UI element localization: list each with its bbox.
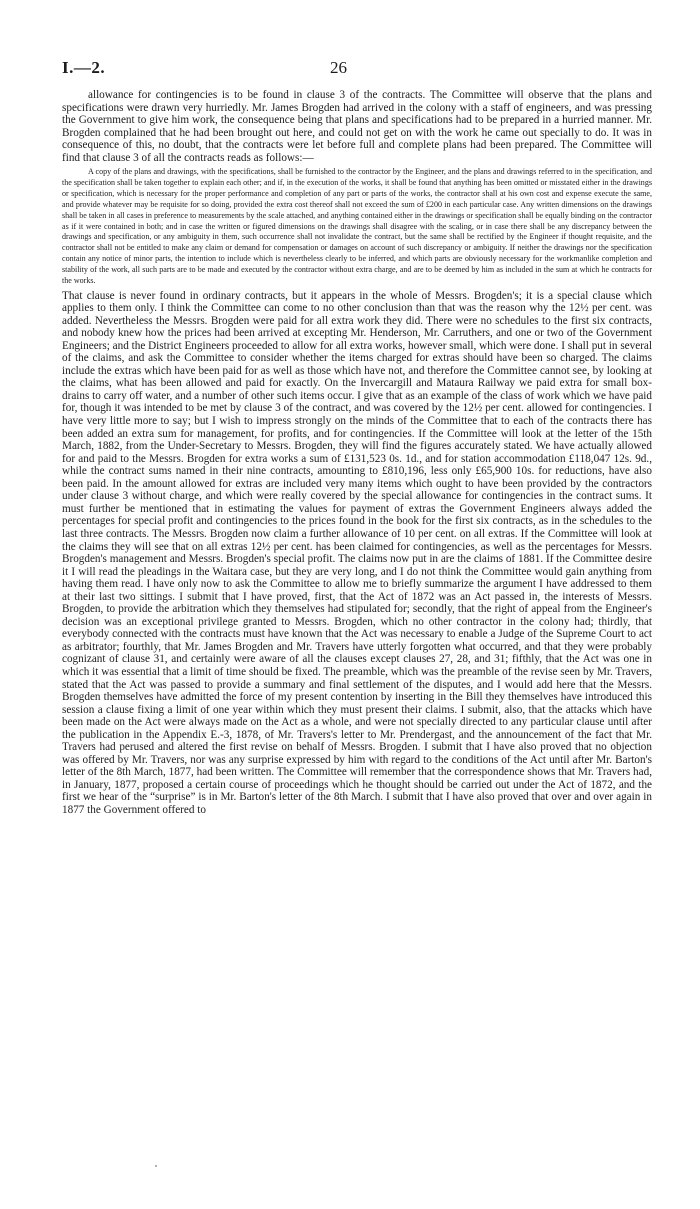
paragraph-contingencies-intro: allowance for contingencies is to be found in clause 3 of the contracts. The Committee will observe that the plans and specifications were drawn very hurriedly. Mr. James Brogden had arrived in the colony with a staff of engineers, and was pressing the Government to give him work, the consequence being that plans and specifications had to be prepared in a hurried manner. Mr. Brogden complained that he had been brought out here, and could not get on with the work he came out specially to do. It was in consequence of this, no doubt, that the contracts were let before full and complete plans had been prepared. The Committee will find that clause 3 of all the contracts reads as follows:—	[62, 89, 652, 164]
page-body	[62, 89, 652, 817]
page-speck	[155, 1165, 157, 1167]
quoted-clause-3: A copy of the plans and drawings, with the specifications, shall be furnished to the contractor by the Engineer, and the plans and drawings referred to in the specification, and the specification shall be taken together to explain each other; and if, in the execution of the works, it shall be found that anything has been omitted or misstated either in the drawings or specification, which is necessary for the proper performance and completion of any part or parts of the works, the contractor shall at his own cost and expense execute the same, and provide whatever may be requisite for so doing, provided the extra cost thereof shall not exceed the sum of £200 in each particular case. Any written dimensions on the drawings shall be taken in all cases in preference to measurements by the scale attached, and anything contained either in the drawings or specification shall be equally binding on the contractor as if it were contained in both; and in case the written or figured dimensions on the drawings shall disagree with the scaling, or in case there shall be any discrepancy between the drawings and specification, or any ambiguity in them, such occurrence shall not invalidate the contract, but the same shall be rectified by the Engineer if thought requisite, and the contractor shall not be entitled to make any claim or demand for compensation or damages on account of such discrepancy or ambiguity. If neither the drawings nor the specification contain any notice of minor parts, the intention to include which is nevertheless clearly to be inferred, and which parts are obviously necessary for the workmanlike completion and stability of the work, all such parts are to be made and executed by the contractor without extra charge, and are to be deemed by him as included in the sum at which he contracts for the works.	[62, 167, 652, 285]
paragraph-argument-summary: That clause is never found in ordinary contracts, but it appears in the whole of Messrs. Brogden's; it is a special clause which applies to them only. I think the Committee can come to no other conclusion than that was the reason why the 12½ per cent. was added. Nevertheless the Messrs. Brogden were paid for all extra work they did. There were no schedules to the first six contracts, and nobody knew how the prices had been arrived at excepting Mr. Henderson, Mr. Carruthers, and one or two of the Government Engineers; and the District Engineers proceeded to allow for all extra works, however small, which were done. I shall put in several of the claims, and ask the Committee to consider whether the items charged for extras should have been so charged. The claims include the extras which have been paid for as well as those which have not, and therefore the Committee cannot see, by looking at the claims, what has been allowed and paid for exactly. On the Invercargill and Mataura Railway we paid extra for small box-drains to carry off water, and a number of other such items occur. I give that as an example of the class of work which we have paid for, though it was intended to be met by clause 3 of the contract, and was covered by the 12½ per cent. allowed for contingencies. I have very little more to say; but I wish to impress strongly on the minds of the Committee that to each of the contracts there has been added an extra sum for management, for profits, and for contingencies. If the Committee will look at the letter of the 15th March, 1882, from the Under-Secretary to Messrs. Brogden, they will find the figures accurately stated. We have actually allowed for and paid to the Messrs. Brogden for extra works a sum of £131,523 0s. 1d., and for station accommodation £118,047 12s. 9d., while the contract sums named in their nine contracts, amounting to £810,196, less only £65,900 10s. for reductions, have also been paid. In the amount allowed for extras are included very many items which ought to have been provided by the contractors under clause 3 without charge, and which were really covered by the special allowance for contingencies in the contract sums. It must further be mentioned that in estimating the values for payment of extras the Government Engineers always added the percentages for special profit and contingencies to the prices found in the book for the first six contracts, as in the schedules to the last three contracts. The Messrs. Brogden now claim a further allowance of 10 per cent. on all extras. If the Committee will look at the claims they will see that on all extras 12½ per cent. has been claimed for contingencies, as well as the percentages for Messrs. Brogden's management and Messrs. Brogden's special profit. The claims now put in are the claims of 1881. If the Committee desire it I will read the pleadings in the Waitara case, but they are very long, and I do not think the Committee would gain anything from having them read. I have only now to ask the Committee to allow me to briefly summarize the argument I have addressed to them at their last two sittings. I submit that I have proved, first, that the Act of 1872 was an Act passed in, the interests of Messrs. Brogden, to provide the arbitration which they themselves had stipulated for; secondly, that the right of appeal from the Engineer's decision was an exceptional privilege granted to Messrs. Brogden, which no other contractor in the colony had; thirdly, that everybody connected with the contracts must have known that the Act was necessary to enable a Judge of the Supreme Court to act as arbitrator; fourthly, that Mr. James Brogden and Mr. Travers have utterly forgotten what occurred, and that they were probably cognizant of clause 31, and certainly were aware of all the clauses except clauses 27, 28, and 31; fifthly, that the Act was one in which it was essential that a limit of time should be fixed. The preamble, which was the preamble of the revise seen by Mr. Travers, stated that the Act was passed to provide a summary and final settlement of the disputes, and I would add here that the Messrs. Brogden themselves have admitted the force of my present contention by inserting in the Bill they themselves have introduced this session a clause fixing a limit of one year within which they must present their claims. I submit, also, that the attacks which have been made on the Act were always made on the Act as a whole, and were not specially directed to any particular clause until after the publication in the Appendix E.-3, 1878, of Mr. Travers's letter to Mr. Prendergast, and the announcement of the fact that Mr. Travers had perused and altered the first revise on behalf of Messrs. Brogden. I submit that I have also proved that no objection was offered by Mr. Travers, nor was any surprise expressed by him with regard to the conditions of the Act until after Mr. Barton's letter of the 8th March, 1877, had been written. The Committee will remember that the correspondence shows that Mr. Travers had, in January, 1877, proposed a certain course of proceedings which he thought should be carried out under the Act of 1872, and the first we hear of the “surprise” is in Mr. Barton's letter of the 8th March. I submit that I have also proved that over and over again in 1877 the Government offered to	[62, 289, 652, 816]
document-reference: I.—2.	[62, 58, 106, 77]
page-header	[62, 58, 652, 78]
page-number: 26	[330, 58, 347, 77]
